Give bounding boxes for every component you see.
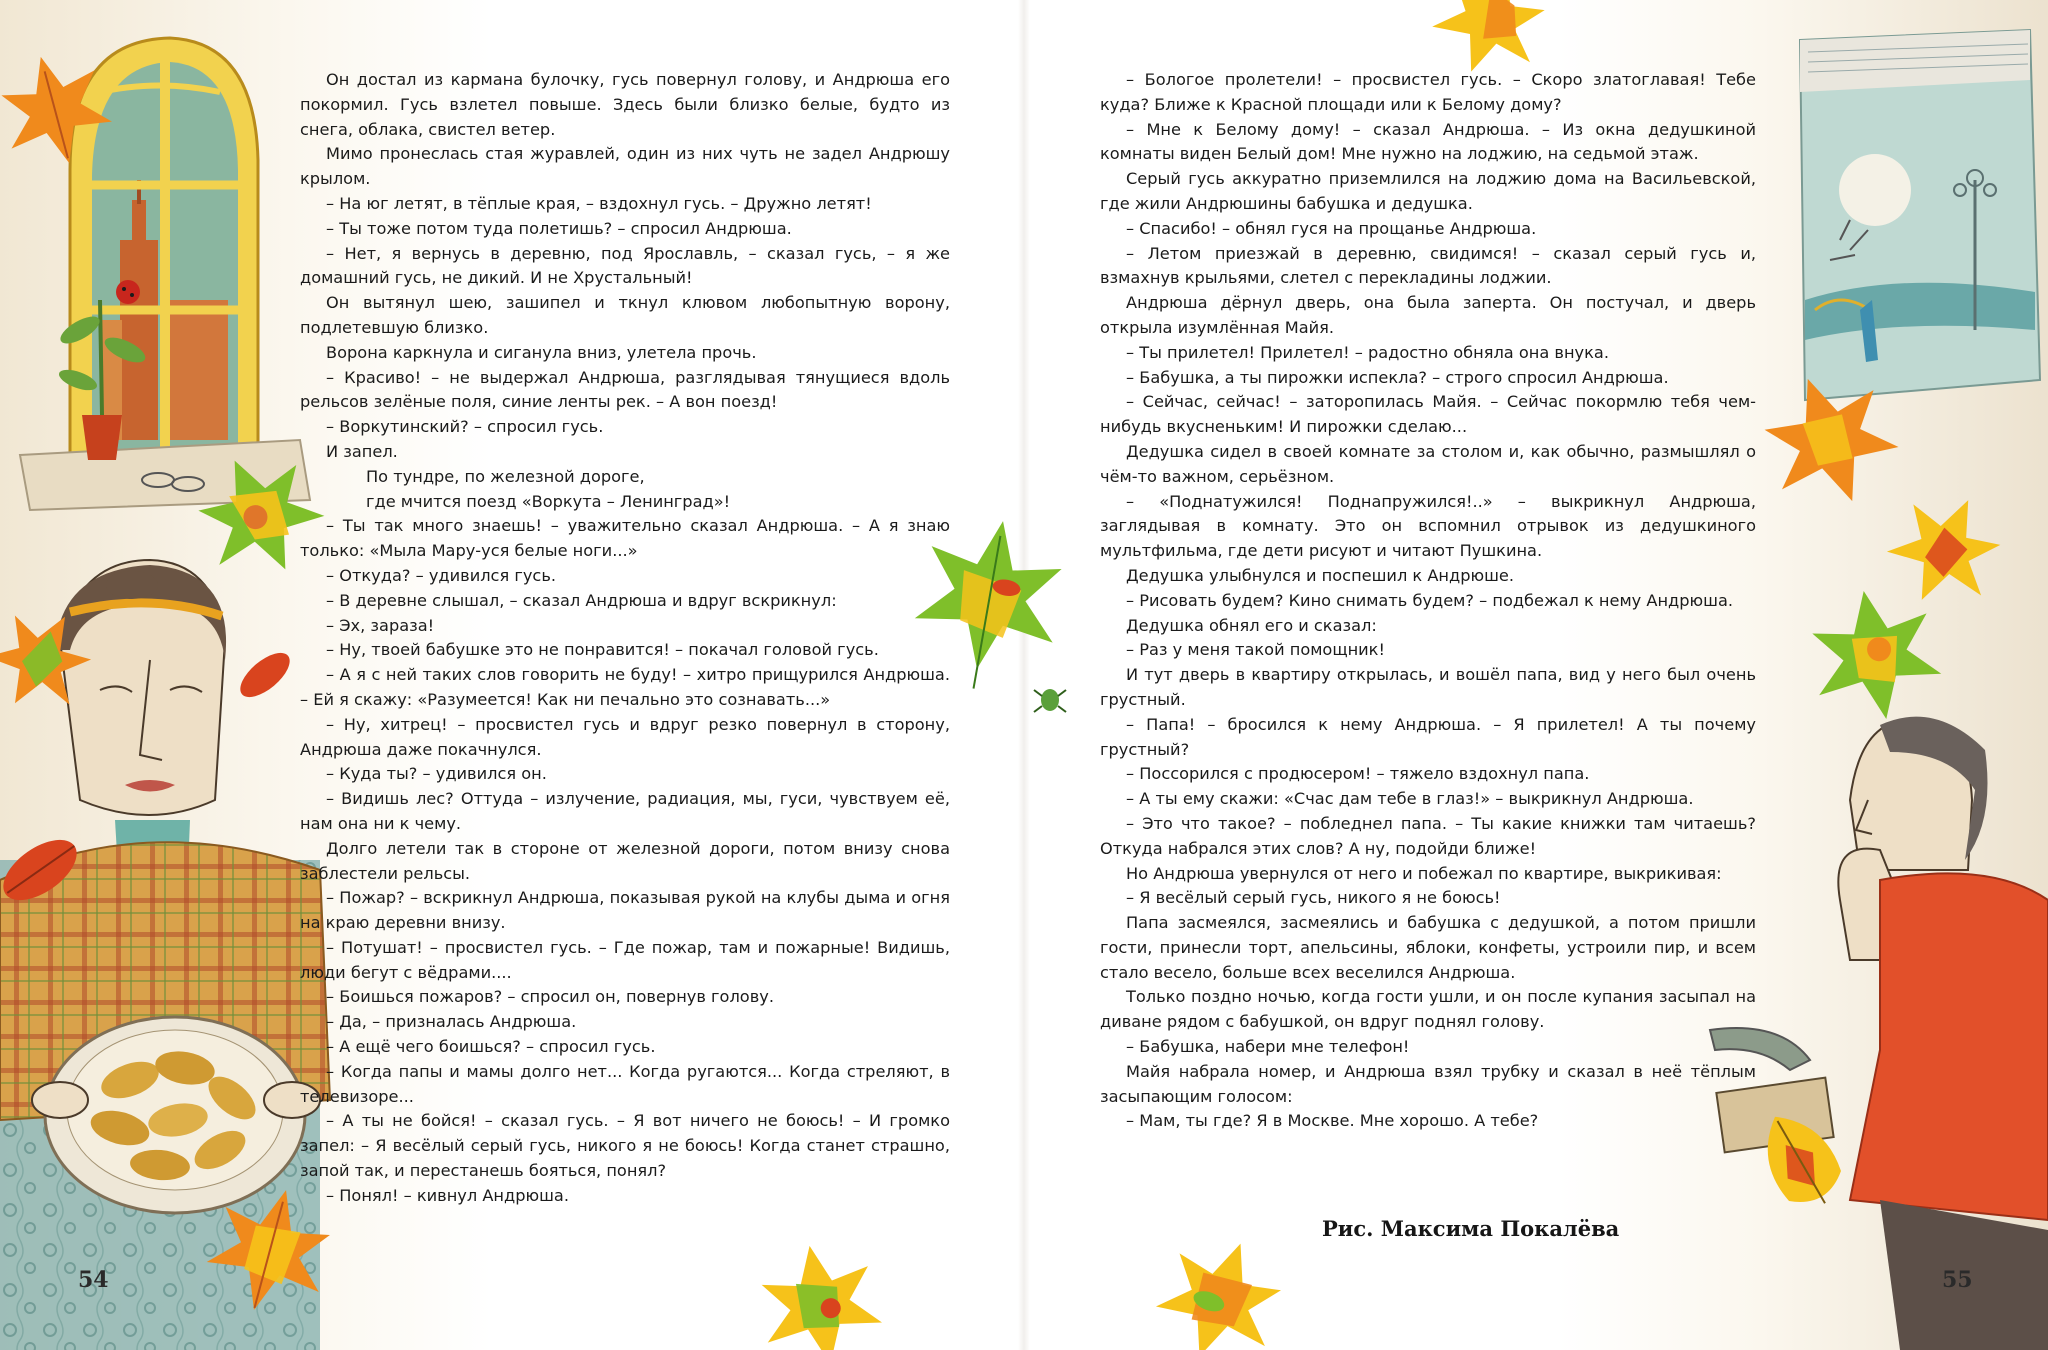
right-text-column [1100,68,1756,1134]
paragraph: – Ты так много знаешь! – уважительно сказал Андрюша. – А я знаю только: «Мыла Мару-уся белые ноги...» [300,516,950,561]
paragraph: – Рисовать будем? Кино снимать будем? – подбежал к нему Андрюша. [1126,590,1734,610]
paragraph: Андрюша дёрнул дверь, она была заперта. Он постучал, и дверь открыла изумлённая Майя. [1100,293,1756,337]
paragraph: – В деревне слышал, – сказал Андрюша и вдруг вскрикнул: [326,590,837,610]
paragraph: – А ты не бойся! – сказал гусь. – Я вот ничего не боюсь! – И громко запел: – Я весёлый серый гусь, никого я не боюсь! Когда станет страшно, запой так, и перестанешь бояться, понял? [300,1111,950,1181]
paragraph: Но Андрюша увернулся от него и побежал по квартире, выкрикивая: [1126,863,1722,883]
paragraph: – Ты прилетел! Прилетел! – радостно обняла она внука. [1126,342,1609,362]
paragraph: И тут дверь в квартиру открылась, и вошёл папа, вид у него был очень грустный. [1100,665,1756,709]
paragraph: – Раз у меня такой помощник! [1126,640,1385,660]
paragraph: Только поздно ночью, когда гости ушли, и он после купания засыпал на диване рядом с бабушкой, он вдруг поднял голову. [1100,987,1756,1032]
paragraph: – Бабушка, а ты пирожки испекла? – строго спросил Андрюша. [1126,367,1669,387]
paragraph: Дедушка обнял его и сказал: [1126,615,1377,635]
paragraph: Долго летели так в стороне от железной дороги, потом внизу снова заблестели рельсы. [300,838,950,883]
page-number-right: 55 [1942,1267,1973,1293]
paragraph: – Это что такое? – побледнел папа. – Ты какие книжки там читаешь? Откуда набрался этих слов? А ну, подойди ближе! [1100,813,1756,858]
paragraph: – Бологое пролетели! – просвистел гусь. – Скоро златоглавая! Тебе куда? Ближе к Красной площади или к Белому дому? [1100,70,1756,114]
paragraph: – Ну, хитрец! – просвистел гусь и вдруг резко повернул в сторону, Андрюша даже покачнулся. [300,714,950,759]
paragraph: – А ты ему скажи: «Счас дам тебе в глаз!» – выкрикнул Андрюша. [1126,789,1694,809]
paragraph: – Мам, ты где? Я в Москве. Мне хорошо. А тебе? [1126,1111,1539,1131]
building-illustration [120,240,158,440]
paragraph: Серый гусь аккуратно приземлился на лоджию дома на Васильевской, где жили Андрюшины бабушка и дедушка. [1100,169,1756,213]
left-text-column [300,68,950,1209]
paragraph: – Куда ты? – удивился он. [326,764,547,784]
paragraph: Мимо пронеслась стая журавлей, один из них чуть не задел Андрюшу крылом. [300,144,950,189]
city-view-illustration [1800,30,2040,400]
page-number-left: 54 [78,1267,109,1293]
paragraph: И запел. [326,441,398,461]
paragraph: – На юг летят, в тёплые края, – вздохнул гусь. – Дружно летят! [326,193,872,213]
paragraph: Он вытянул шею, зашипел и ткнул клювом любопытную ворону, подлетевшую близко. [300,293,950,337]
paragraph: Майя набрала номер, и Андрюша взял трубку и сказал в неё тёплым засыпающим голосом: [1100,1061,1756,1106]
paragraph: – Когда папы и мамы долго нет... Когда ругаются... Когда стреляют, в телевизоре... [300,1061,950,1106]
paragraph: – Да, – призналась Андрюша. [326,1012,577,1032]
boy-illustration [1710,717,2048,1350]
illustration-credit: Рис. Максима Покалёва [1322,1216,1620,1241]
paragraph: – «Поднатужился! Поднапружился!..» – выкрикнул Андрюша, заглядывая в комнату. Это он вспомнил отрывок из дедушкиного мультфильма, где дети рисуют и читают Пушкина. [1100,491,1756,561]
paragraph: Дедушка улыбнулся и поспешил к Андрюше. [1126,565,1515,585]
paragraph: – А ещё чего боишься? – спросил гусь. [326,1037,656,1057]
paragraph: – Откуда? – удивился гусь. [326,565,557,585]
paragraph: – Сейчас, сейчас! – заторопилась Майя. – Сейчас покормлю тебя чем-нибудь вкусненьким! И пирожки сделаю... [1100,392,1756,437]
paragraph: – Ну, твоей бабушке это не понравится! – покачал головой гусь. [326,640,879,660]
paragraph: – Нет, я вернусь в деревню, под Ярославль, – сказал гусь, – я же домашний гусь, не дикий. И не Хрустальный! [300,243,950,288]
paragraph: Он достал из кармана булочку, гусь повернул голову, и Андрюша его покормил. Гусь взлетел повыше. Здесь были близко белые, будто из снега, облака, свистел ветер. [300,70,950,139]
paragraph: – Я весёлый серый гусь, никого я не боюсь! [1126,888,1501,908]
paragraph: – Потушат! – просвистел гусь. – Где пожар, там и пожарные! Видишь, люди бегут с вёдрами.... [300,937,950,982]
red-shirt [1850,873,2048,1220]
paragraph: – Поссорился с продюсером! – тяжело вздохнул папа. [1126,764,1590,784]
paragraph: – Бабушка, набери мне телефон! [1126,1037,1410,1057]
paragraph: – Спасибо! – обнял гуся на прощанье Андрюша. [1126,218,1537,238]
paragraph: – Эх, зараза! [326,615,435,635]
verse-line: где мчится поезд «Воркута – Ленинград»! [366,491,731,511]
paragraph: – Боишься пожаров? – спросил он, повернув голову. [326,987,774,1007]
paragraph: Ворона каркнула и сиганула вниз, улетела прочь. [326,342,757,362]
paragraph: Дедушка сидел в своей комнате за столом и, как обычно, размышлял о чём-то важном, серьёзном. [1100,441,1756,486]
paragraph: – Мне к Белому дому! – сказал Андрюша. – Из окна дедушкиной комнаты виден Белый дом! Мне нужно на лоджию, на седьмой этаж. [1100,119,1756,164]
paragraph: – Папа! – бросился к нему Андрюша. – Я прилетел! А ты почему грустный? [1100,714,1756,759]
paragraph: Папа засмеялся, засмеялись и бабушка с дедушкой, а потом пришли гости, принесли торт, апельсины, яблоки, конфеты, устроили пир, и всем стало весело, больше всех веселился Андрюша. [1100,913,1756,982]
paragraph: – Летом приезжай в деревню, свидимся! – сказал серый гусь и, взмахнув крыльями, слетел с перекладины лоджии. [1100,243,1756,288]
paragraph: – Пожар? – вскрикнул Андрюша, показывая рукой на клубы дыма и огня на краю деревни внизу. [300,888,950,933]
flowerpot [82,415,122,460]
paragraph: – Ты тоже потом туда полетишь? – спросил Андрюша. [326,218,792,238]
paragraph: – Красиво! – не выдержал Андрюша, разглядывая тянущиеся вдоль рельсов зелёные поля, синие ленты рек. – А вон поезд! [300,367,950,412]
paragraph: – Понял! – кивнул Андрюша. [326,1185,569,1205]
paragraph: – Воркутинский? – спросил гусь. [326,417,604,437]
verse-line: По тундре, по железной дороге, [366,466,645,486]
paragraph: – Видишь лес? Оттуда – излучение, радиация, мы, гуси, чувствуем её, нам она ни к чему. [300,789,950,833]
paragraph: – А я с ней таких слов говорить не буду! – хитро прищурился Андрюша. – Ей я скажу: «Разумеется! Как ни печально это сознавать...» [300,665,950,709]
